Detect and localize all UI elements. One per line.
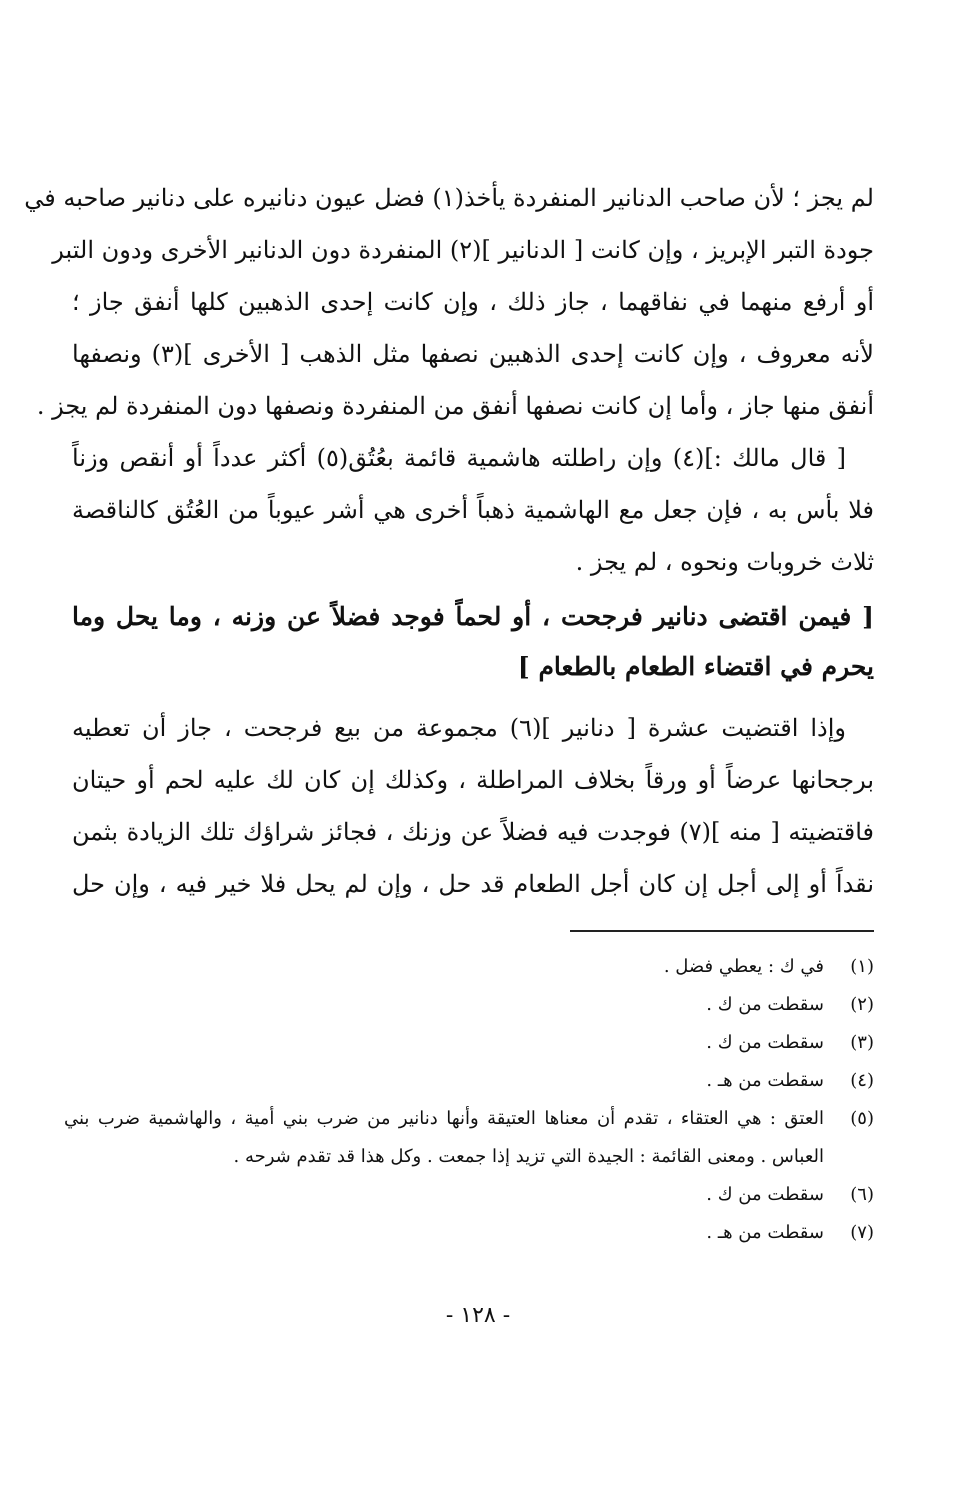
body-line: برجحانها عرضاً أو ورقاً بخلاف المراطلة ، وكذلك إن كان لك عليه لحم أو حيتان <box>72 766 874 794</box>
footnote-text: سقطت من هـ . <box>706 1070 824 1091</box>
footnote <box>64 948 874 986</box>
main-text <box>24 172 875 910</box>
heading-line: [ فيمن اقتضى دنانير فرجحت ، أو لحماً فوجد فضلاً عن وزنه ، وما يحل وما <box>72 602 874 631</box>
body-line: ثلاث خروبات ونحوه ، لم يجز . <box>575 548 874 576</box>
section-heading <box>72 592 874 692</box>
footnote-number: (١) <box>850 956 874 977</box>
body-line: [ قال مالك :](٤) وإن راطلته هاشمية قائمة بعُتُق(٥) أكثر عدداً أو أنقص وزناً <box>72 444 847 472</box>
footnote <box>64 1062 874 1100</box>
footnote-text: سقطت من ك . <box>706 994 824 1015</box>
footnote <box>64 986 874 1024</box>
footnote-text: سقطت من هـ . <box>706 1222 824 1243</box>
footnote <box>64 1214 874 1252</box>
footnote-number: (٥) <box>850 1108 874 1129</box>
footnote-text: العتق : هي العتقاء ، تقدم أن معناها العتيقة وأنها دنانير من ضرب بني أمية ، والهاشمية ضرب بني العباس . ومعنى القائمة : الجيدة التي تزيد إذا جمعت . وكل هذا قد تقدم شرحه . <box>64 1108 824 1167</box>
footnote-number: (٢) <box>850 994 874 1015</box>
footnote-number: (٦) <box>850 1184 874 1205</box>
footnote-number: (٤) <box>850 1070 874 1091</box>
body-line: أنفق منها جاز ، وأما إن كانت نصفها أنفق من المنفردة ونصفها دون المنفردة لم يجز . <box>36 392 874 420</box>
body-line: جودة التبر الإبريز ، وإن كانت [ الدنانير ](٢) المنفردة دون الدنانير الأخرى ودون التبر <box>52 236 874 264</box>
body-line: فاقتضيته [ منه ](٧) فوجدت فيه فضلاً عن وزنك ، فجائز شراؤك تلك الزيادة بثمن <box>72 818 875 846</box>
footnote-number: (٧) <box>850 1222 874 1243</box>
footnote-text: سقطت من ك . <box>706 1032 824 1053</box>
footnote <box>64 1176 874 1214</box>
footnote <box>64 1100 874 1176</box>
heading-line: يحرم في اقتضاء الطعام بالطعام ] <box>517 652 874 681</box>
body-line: فلا بأس به ، فإن جعل مع الهاشمية ذهباً أخرى هي أشر عيوباً من العُتُق كالناقصة <box>72 496 874 524</box>
footnote-number: (٣) <box>850 1032 874 1053</box>
body-line: أو أرفع منهما في نفاقهما ، جاز ذلك ، وإن كانت إحدى الذهبين كلها أنفق جاز ؛ <box>72 288 874 316</box>
body-line: وإذا اقتضيت عشرة [ دنانير ](٦) مجموعة من بيع فرجحت ، جاز أن تعطيه <box>72 714 846 742</box>
footnotes <box>64 948 874 1252</box>
footnote-text: في ك : يعطي فضل . <box>663 956 824 977</box>
body-line: لم يجز ؛ لأن صاحب الدنانير المنفردة يأخذ(١) فضل عيون دنانيره على دنانير صاحبه في <box>24 184 874 212</box>
footnote <box>64 1024 874 1062</box>
footnote-separator <box>570 930 874 932</box>
page-number: - ١٢٨ - <box>445 1303 511 1328</box>
body-line: نقداً أو إلى أجل إن كان أجل الطعام قد حل ، وإن لم يحل فلا خير فيه ، وإن حل <box>72 870 874 898</box>
body-line: لأنه معروف ، وإن كانت إحدى الذهبين نصفها مثل الذهب [ الأخرى ](٣) ونصفها <box>72 340 874 368</box>
footnote-text: سقطت من ك . <box>706 1184 824 1205</box>
